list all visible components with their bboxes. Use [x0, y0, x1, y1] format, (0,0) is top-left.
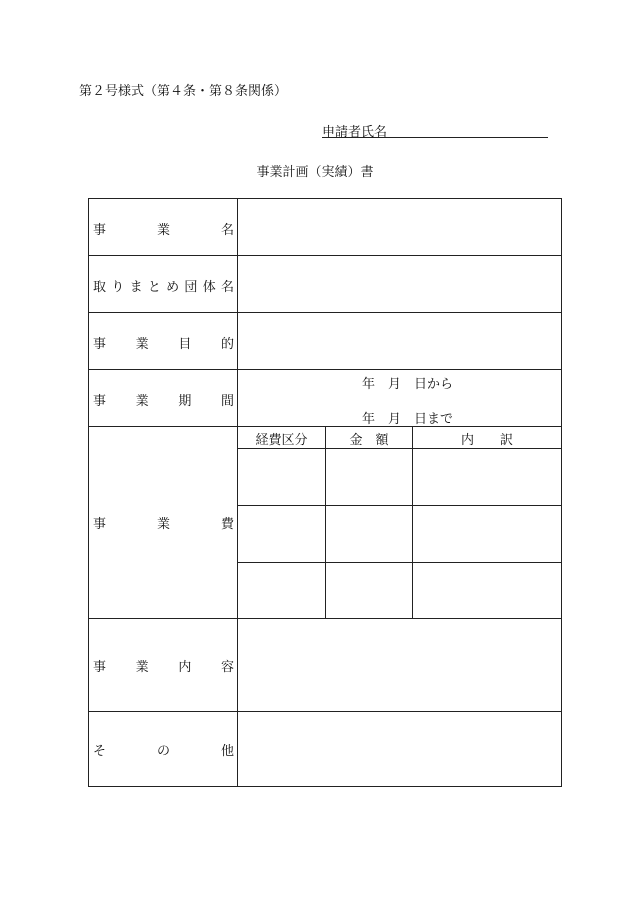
- label-expense: [93, 513, 234, 531]
- expense-breakdown-cell[interactable]: [413, 449, 561, 505]
- label-char: ま: [129, 279, 143, 295]
- label-char: 団: [184, 279, 198, 295]
- expense-category-cell[interactable]: [238, 506, 325, 562]
- table-border-left: [88, 198, 89, 787]
- label-char: と: [147, 279, 161, 295]
- expense-breakdown-cell[interactable]: [413, 563, 561, 618]
- expense-amount-cell[interactable]: [326, 506, 412, 562]
- expense-header-amount: 金 額: [349, 432, 389, 448]
- expense-header-category: 経費区分: [255, 432, 308, 448]
- label-group-name: [93, 276, 234, 294]
- label-char: 取: [93, 279, 107, 295]
- expense-category-cell[interactable]: [238, 563, 325, 618]
- label-other: [93, 740, 234, 758]
- label-char: 事: [93, 516, 107, 532]
- label-char: 業: [156, 222, 170, 238]
- document-title: 事業計画（実績）書: [256, 165, 374, 180]
- table-border-right: [561, 198, 562, 787]
- label-purpose: [93, 333, 234, 351]
- label-char: 間: [220, 393, 234, 409]
- applicant-name-field[interactable]: [322, 121, 548, 138]
- label-char: り: [111, 279, 125, 295]
- other-input[interactable]: [238, 712, 561, 786]
- purpose-input[interactable]: [238, 313, 561, 369]
- period-to: 年 月 日まで: [362, 412, 454, 427]
- label-char: 名: [220, 222, 234, 238]
- label-char: 内: [178, 659, 192, 675]
- label-char: 事: [93, 336, 107, 352]
- label-char: 業: [135, 659, 149, 675]
- label-char: 他: [220, 743, 234, 759]
- label-char: め: [166, 279, 180, 295]
- label-char: 業: [135, 336, 149, 352]
- label-char: 目: [178, 336, 192, 352]
- label-char: 期: [178, 393, 192, 409]
- expense-amount-cell[interactable]: [326, 449, 412, 505]
- project-name-input[interactable]: [238, 199, 561, 255]
- label-char: 業: [135, 393, 149, 409]
- expense-category-cell[interactable]: [238, 449, 325, 505]
- expense-breakdown-cell[interactable]: [413, 506, 561, 562]
- label-char: 体: [202, 279, 216, 295]
- label-char: 事: [93, 659, 107, 675]
- label-char: 名: [220, 279, 234, 295]
- label-content: [93, 656, 234, 674]
- label-period: [93, 390, 234, 408]
- label-char: 事: [93, 222, 107, 238]
- period-from: 年 月 日から: [362, 377, 454, 392]
- content-input[interactable]: [238, 619, 561, 711]
- label-char: 容: [220, 659, 234, 675]
- table-border-bottom: [88, 786, 562, 787]
- label-char: 費: [220, 516, 234, 532]
- label-char: の: [156, 743, 170, 759]
- group-name-input[interactable]: [238, 256, 561, 312]
- expense-header-breakdown: 内 訳: [460, 432, 513, 448]
- expense-amount-cell[interactable]: [326, 563, 412, 618]
- label-char: そ: [93, 743, 107, 759]
- label-project-name: [93, 219, 234, 237]
- form-number: 第２号様式（第４条・第８条関係）: [79, 84, 288, 99]
- applicant-name-label: 申請者氏名: [322, 125, 388, 140]
- label-char: 事: [93, 393, 107, 409]
- label-char: 業: [156, 516, 170, 532]
- label-char: 的: [220, 336, 234, 352]
